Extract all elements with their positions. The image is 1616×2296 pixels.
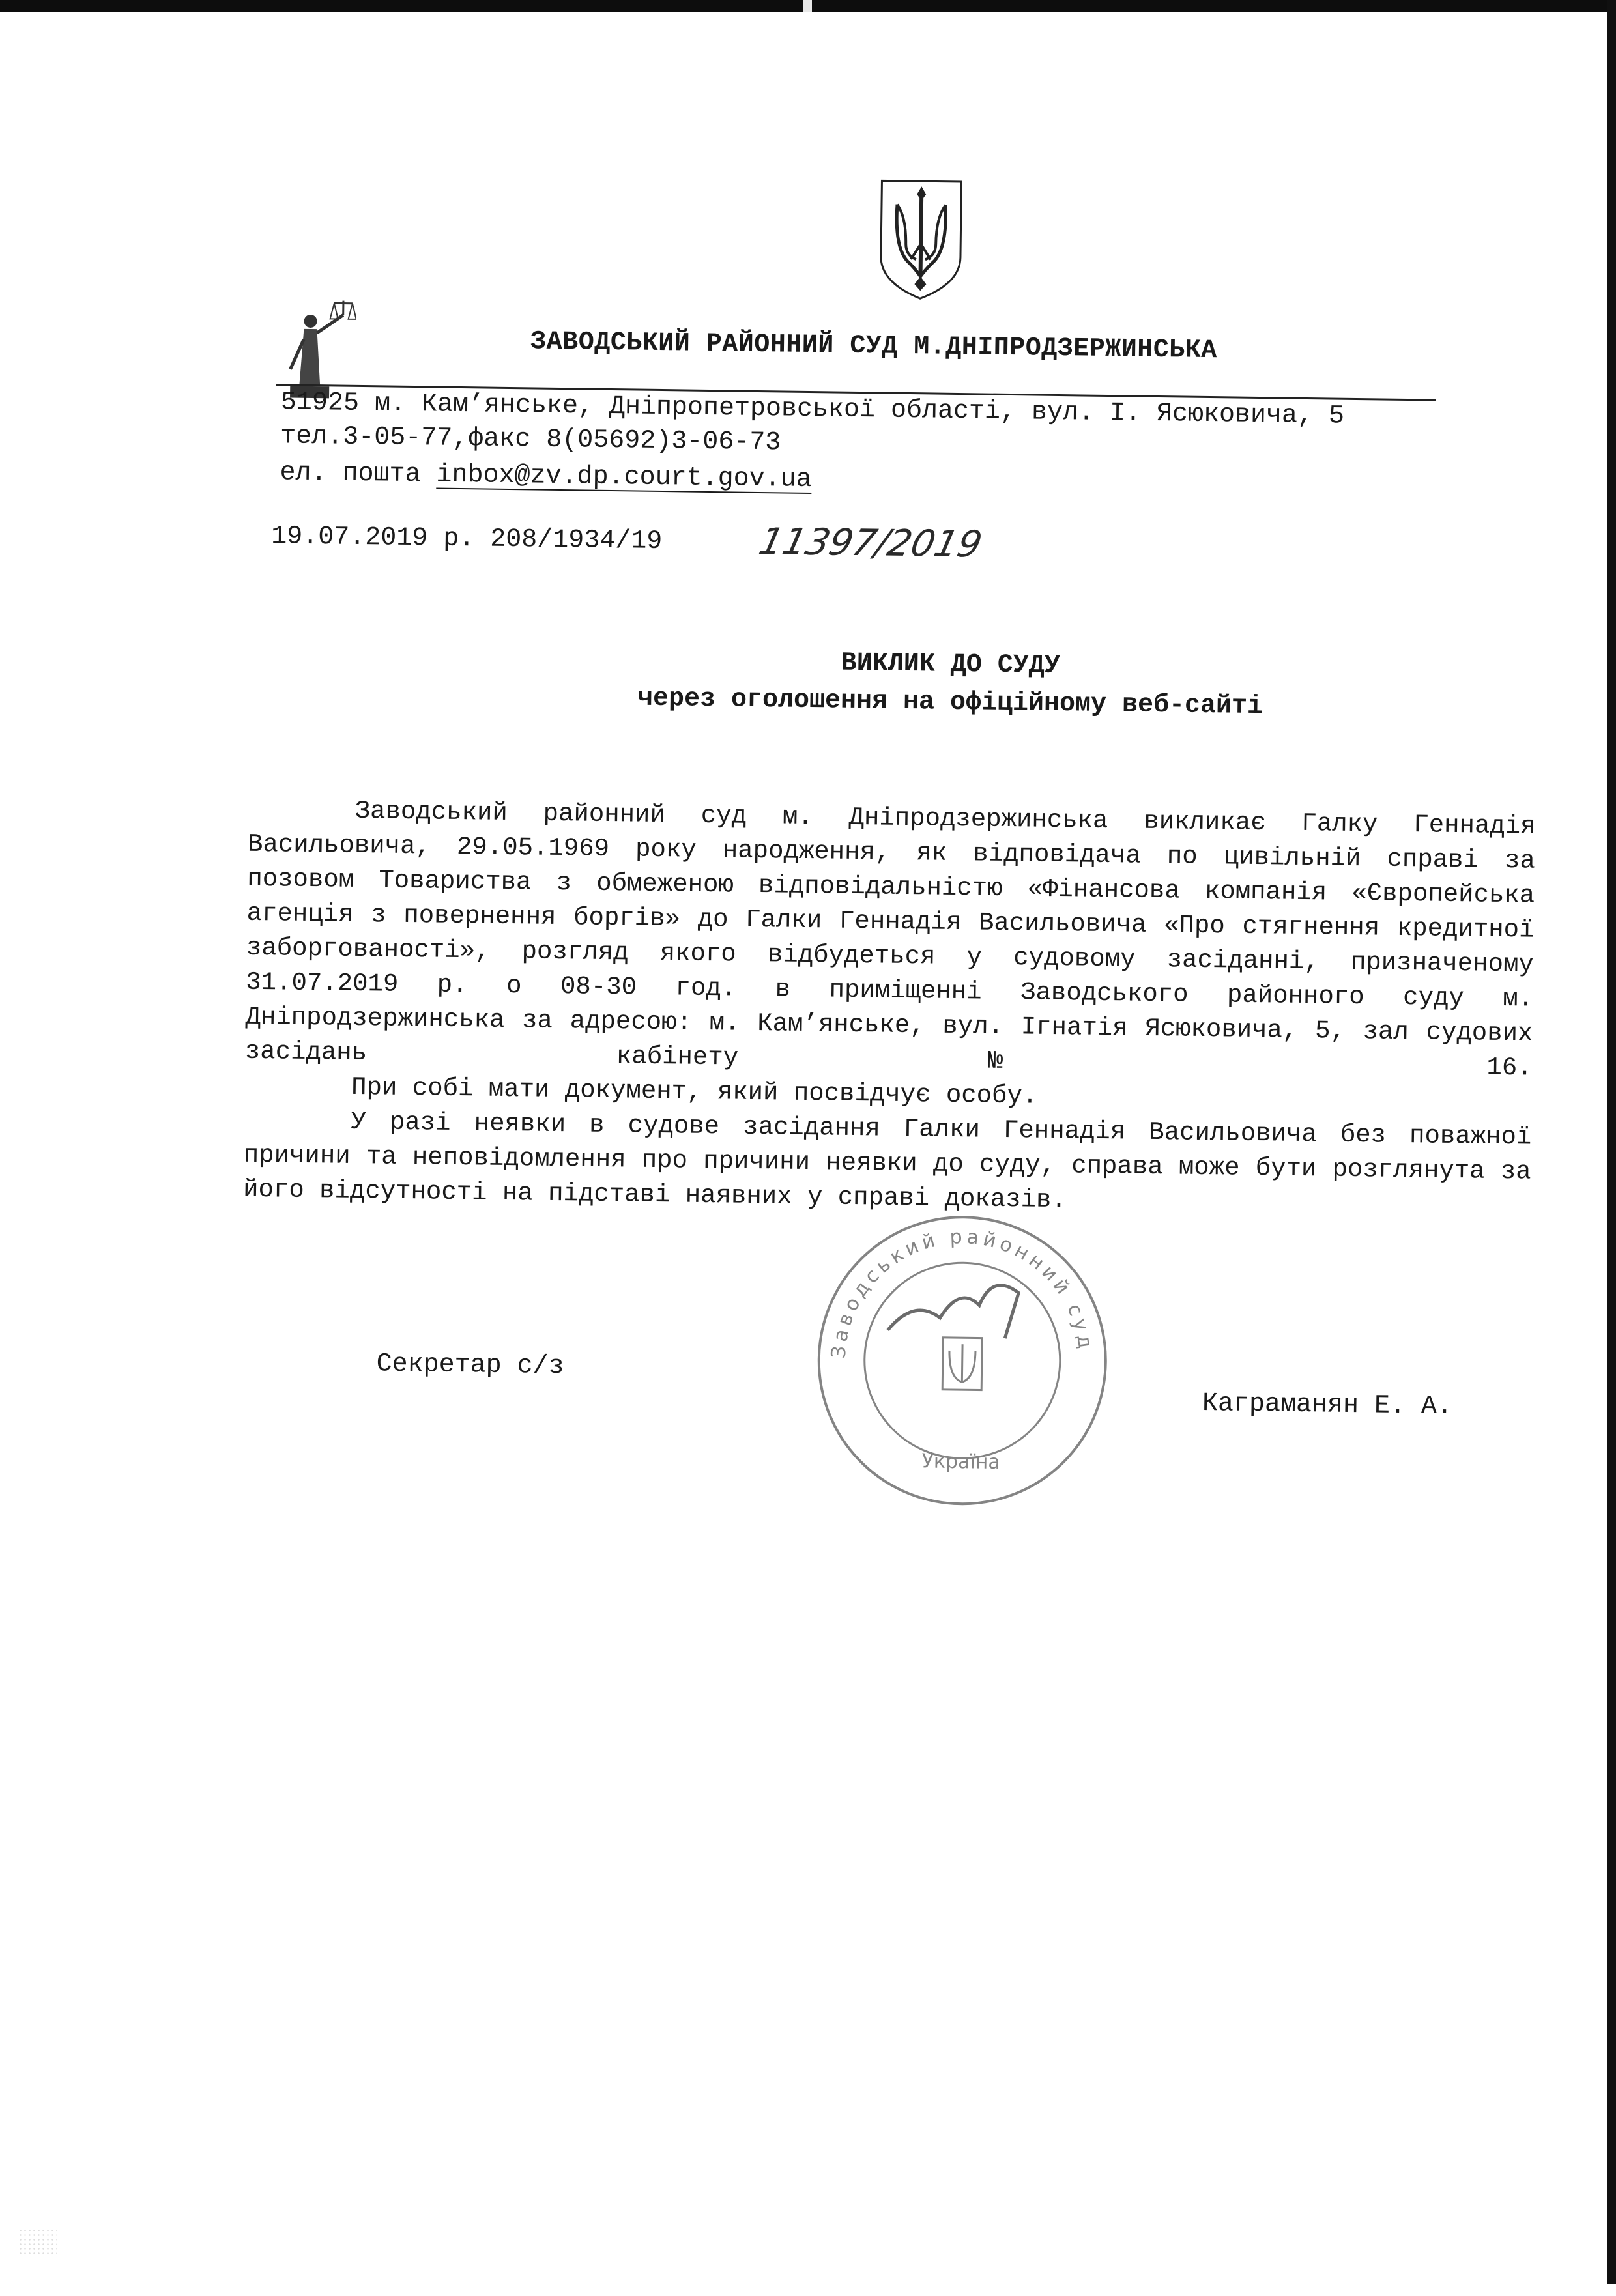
body-paragraph-absence: У разі неявки в судове засідання Галки Геннадія Васильовича без поважної причини та неповідомлення про причини неявки до суду, справа може бути розглянута за його відсутності на підставі наявних у справі доказів.: [242, 1107, 1532, 1215]
court-email-line: [280, 458, 812, 495]
document-subtitle: через оголошення на офіційному веб-сайті: [637, 683, 1263, 722]
document-title: ВИКЛИК ДО СУДУ: [841, 648, 1061, 682]
body-paragraph-summons: Заводський районний суд м. Дніпродзержинська викликає Галку Геннадія Васильовича, 29.05.1969 року народження, як відповідача по цивільній справі за позовом Товариства з обмеженою відповідальністю «Фінансова компанія «Європейська агенція з повернення боргів» до Галки Геннадія Васильовича «Про стягнення кредитної заборгованості», розгляд якого відбудеться у судовому засіданні, призначеному 31.07.2019 р. о 08-30 год. в приміщенні Заводського районного суду м. Дніпродзержинська за адресою: м. Кам’янське, вул. Ігнатія Ясюковича, 5, зал судових засідань кабінету № 16.: [244, 796, 1536, 1083]
document-body: [243, 793, 1536, 1224]
court-address: 51925 м. Кам’янське, Дніпропетровської області, вул. І. Ясюковича, 5: [280, 388, 1345, 431]
stamp-country: Україна: [921, 1450, 1001, 1474]
court-name: ЗАВОДСЬКИЙ РАЙОННИЙ СУД М.ДНІПРОДЗЕРЖИНСЬКА: [530, 327, 1218, 366]
court-phone: тел.3-05-77,факс 8(05692)3-06-73: [280, 422, 781, 458]
handwritten-registration-number: 11397/2019: [755, 521, 987, 566]
signatory-position: Секретар с/з: [376, 1349, 564, 1382]
email-label: ел. пошта: [280, 458, 437, 490]
body-paragraph-id-document: При собі мати документ, який посвідчує особу.: [351, 1072, 1038, 1111]
signatory-name: Каграманян Е. А.: [1202, 1389, 1453, 1422]
svg-text:Заводський районний суд: Заводський районний суд: [827, 1225, 1097, 1360]
date-and-case-number: 19.07.2019 р. 208/1934/19: [270, 522, 663, 557]
trident-emblem-icon: [876, 178, 965, 302]
email-link[interactable]: inbox@zv.dp.court.gov.ua: [436, 460, 812, 495]
court-seal-stamp-icon: [807, 1205, 1118, 1515]
